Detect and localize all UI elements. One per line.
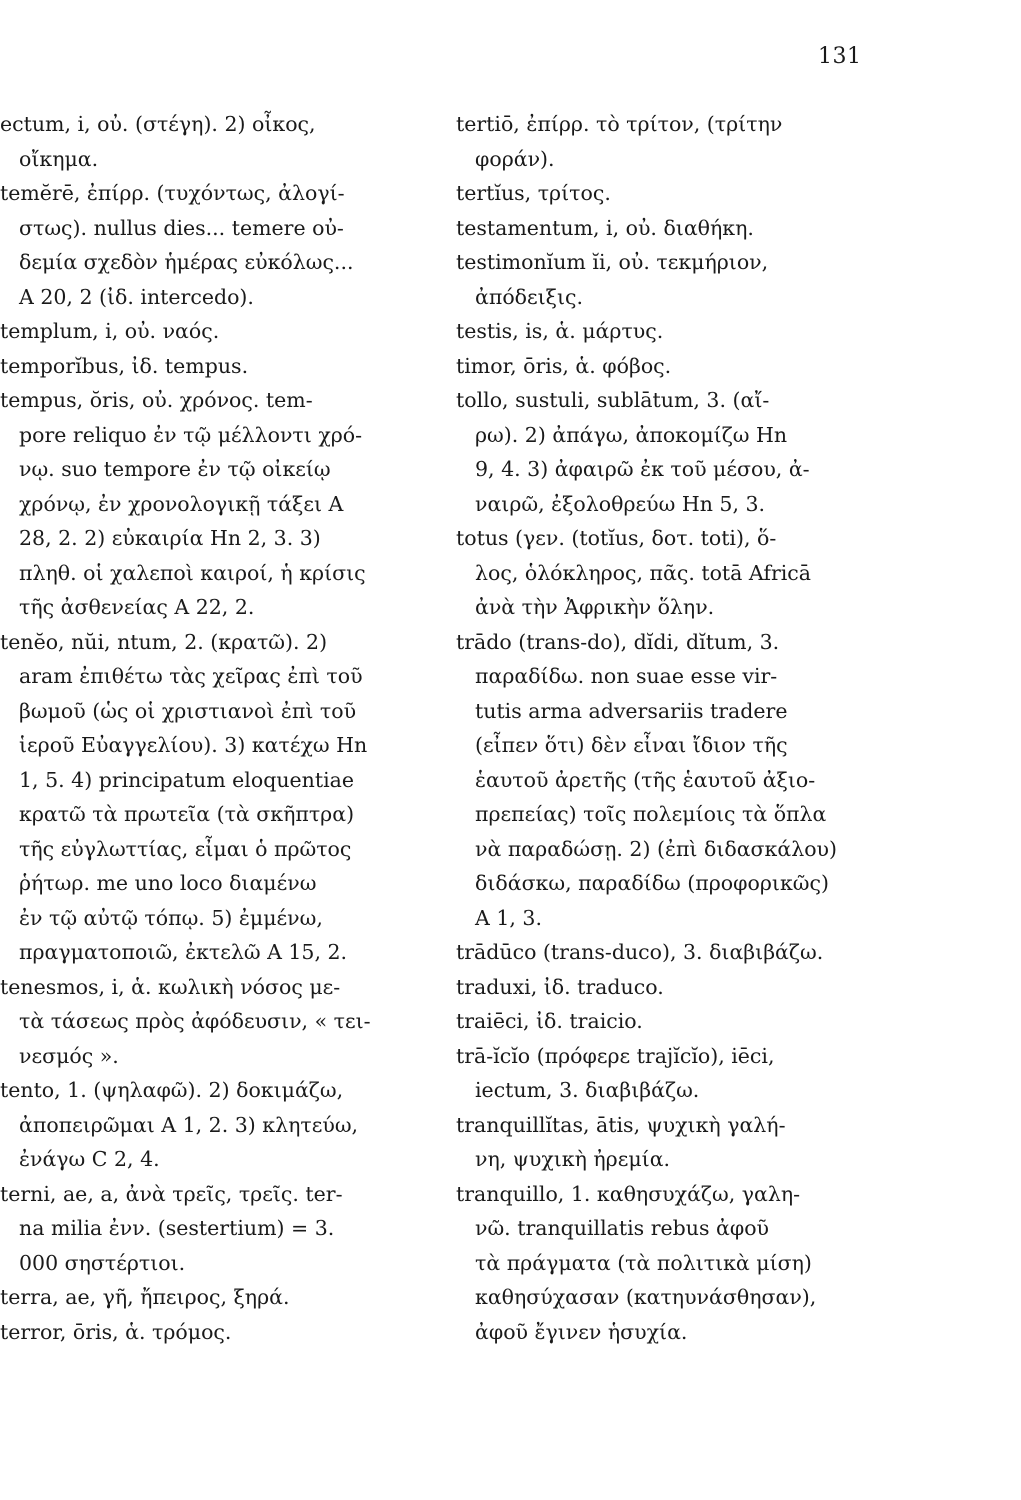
- entry-line: traiēci, ἰδ. traicio.: [456, 1009, 643, 1033]
- entry-line: βωμοῦ (ὡς οἱ χριστιανοὶ ἐπὶ τοῦ: [19, 698, 357, 723]
- entry-line: totus (γεν. (totĭus, δοτ. toti), ὅ-: [456, 526, 777, 550]
- entry-line: πραγματοποιῶ, ἐκτελῶ A 15, 2.: [19, 940, 348, 964]
- entry-line: τὰ τάσεως πρὸς ἀφόδευσιν, « τει-: [19, 1009, 371, 1033]
- entry-line: τῆς ἀσθενείας A 22, 2.: [19, 595, 255, 619]
- entry-line: νεσμός ».: [19, 1043, 119, 1068]
- entry-line: ἐνάγω C 2, 4.: [19, 1147, 160, 1171]
- entry-line: (εἶπεν ὅτι) δὲν εἶναι ἴδιον τῆς: [475, 733, 788, 757]
- entry-line: ἀφοῦ ἔγινεν ἡσυχία.: [475, 1319, 688, 1344]
- entry-line: ἱεροῦ Εὐαγγελίου). 3) κατέχω Hn: [19, 733, 368, 757]
- entry-line: terra, ae, γῆ, ἤπειρος, ξηρά.: [0, 1285, 290, 1309]
- entry-line: ἀνὰ τὴν Ἀφρικὴν ὅλην.: [475, 595, 715, 619]
- left-column: [0, 107, 452, 1349]
- entry-line: λος, ὁλόκληρος, πᾶς. totā Africā: [475, 560, 811, 585]
- entry-line: trā-ĭcĭo (πρόφερε trajĭcĭo), iēci,: [456, 1043, 775, 1068]
- entry-line: 28, 2. 2) εὐκαιρία Hn 2, 3. 3): [19, 526, 321, 550]
- entry-line: tempus, ŏris, οὐ. χρόνος. tem-: [0, 388, 313, 412]
- entry-line: A 1, 3.: [475, 905, 542, 930]
- entry-line: tranquillo, 1. καθησυχάζω, γαλη-: [456, 1181, 801, 1206]
- entry-line: timor, ōris, ἁ. φόβος.: [456, 353, 672, 378]
- entry-line: διδάσκω, παραδίδω (προφορικῶς): [475, 871, 829, 895]
- entry-line: ectum, i, οὐ. (στέγη). 2) οἶκος,: [0, 112, 316, 136]
- entry-line: τῆς εὐγλωττίας, εἶμαι ὁ πρῶτος: [19, 836, 352, 861]
- entry-line: tranquillĭtas, ātis, ψυχικὴ γαλή-: [456, 1112, 786, 1137]
- entry-line: tento, 1. (ψηλαφῶ). 2) δοκιμάζω,: [0, 1078, 344, 1102]
- entry-line: φοράν).: [475, 146, 555, 171]
- entry-line: A 20, 2 (ἰδ. intercedo).: [19, 284, 254, 309]
- entry-line: ναιρῶ, ἐξολοθρεύω Hn 5, 3.: [475, 491, 766, 516]
- entry-line: παραδίδω. non suae esse vir-: [475, 664, 778, 688]
- entry-line: testamentum, i, οὐ. διαθήκη.: [456, 215, 754, 240]
- entry-line: iectum, 3. διαβιβάζω.: [475, 1078, 700, 1102]
- entry-line: χρόνῳ, ἐν χρονολογικῇ τάξει A: [19, 491, 344, 516]
- entry-line: tollo, sustuli, sublātum, 3. (αἴ-: [456, 388, 770, 412]
- entry-line: terni, ae, a, ἀνὰ τρεῖς, τρεῖς. ter-: [0, 1181, 343, 1206]
- entry-line: νη, ψυχικὴ ἠρεμία.: [475, 1147, 671, 1171]
- entry-line: νῶ. tranquillatis rebus ἀφοῦ: [475, 1216, 770, 1240]
- entry-line: tenesmos, i, ἁ. κωλικὴ νόσος με-: [0, 974, 341, 999]
- entry-line: ρω). 2) ἀπάγω, ἀποκομίζω Hn: [475, 422, 788, 447]
- entry-line: 000 σηστέρτιοι.: [19, 1250, 186, 1275]
- entry-line: ἑαυτοῦ ἀρετῆς (τῆς ἑαυτοῦ ἀξιο-: [475, 767, 816, 792]
- entry-line: terror, ōris, ἁ. τρόμος.: [0, 1319, 232, 1344]
- entry-line: κρατῶ τὰ πρωτεῖα (τὰ σκῆπτρα): [19, 802, 355, 826]
- entry-line: πρεπείας) τοῖς πολεμίοις τὰ ὅπλα: [475, 802, 827, 826]
- entry-line: νῳ. suo tempore ἐν τῷ οἰκείῳ: [19, 457, 331, 481]
- entry-line: na milia ἐνν. (sestertium) = 3.: [19, 1216, 335, 1240]
- right-column: [456, 107, 876, 1349]
- entry-line: tertiō, ἐπίρρ. τὸ τρίτον, (τρίτην: [456, 112, 783, 136]
- entry-line: tertĭus, τρίτος.: [456, 181, 611, 205]
- entry-line: στως). nullus dies... temere οὐ-: [19, 215, 344, 240]
- entry-line: νὰ παραδώσῃ. 2) (ἐπὶ διδασκάλου): [475, 836, 837, 861]
- entry-line: temĕrē, ἐπίρρ. (τυχόντως, ἀλογί-: [0, 181, 345, 205]
- entry-line: tutis arma adversariis tradere: [475, 698, 788, 723]
- entry-line: 1, 5. 4) principatum eloquentiae: [19, 767, 355, 792]
- entry-line: tenĕo, nŭi, ntum, 2. (κρατῶ). 2): [0, 629, 328, 654]
- entry-line: οἴκημα.: [19, 146, 99, 171]
- entry-line: templum, i, οὐ. ναός.: [0, 319, 220, 343]
- entry-line: ἀπόδειξις.: [475, 284, 583, 309]
- entry-line: testimonĭum ĭi, οὐ. τεκμήριον,: [456, 250, 769, 274]
- entry-line: temporĭbus, ἰδ. tempus.: [0, 353, 249, 378]
- entry-line: pore reliquo ἐν τῷ μέλλοντι χρό-: [19, 422, 363, 447]
- page-number: 131: [818, 44, 862, 69]
- entry-line: trādūco (trans-duco), 3. διαβιβάζω.: [456, 940, 824, 964]
- entry-line: testis, is, ἁ. μάρτυς.: [456, 319, 664, 343]
- entry-line: ἐν τῷ αὐτῷ τόπῳ. 5) ἐμμένω,: [19, 905, 323, 930]
- entry-line: ἀποπειρῶμαι A 1, 2. 3) κλητεύω,: [19, 1112, 359, 1137]
- entry-line: καθησύχασαν (κατηυνάσθησαν),: [475, 1285, 817, 1309]
- entry-line: δεμία σχεδὸν ἡμέρας εὐκόλως...: [19, 250, 354, 274]
- entry-line: traduxi, ἰδ. traduco.: [456, 974, 664, 999]
- entry-line: 9, 4. 3) ἀφαιρῶ ἐκ τοῦ μέσου, ἀ-: [475, 457, 810, 481]
- entry-line: τὰ πράγματα (τὰ πολιτικὰ μίση): [475, 1250, 812, 1275]
- entry-line: aram ἐπιθέτω τὰς χεῖρας ἐπὶ τοῦ: [19, 664, 363, 688]
- entry-line: trādo (trans-do), dĭdi, dĭtum, 3.: [456, 629, 780, 654]
- entry-line: ῥήτωρ. me uno loco διαμένω: [19, 871, 317, 895]
- entry-line: πληθ. οἱ χαλεποὶ καιροί, ἡ κρίσις: [19, 560, 366, 585]
